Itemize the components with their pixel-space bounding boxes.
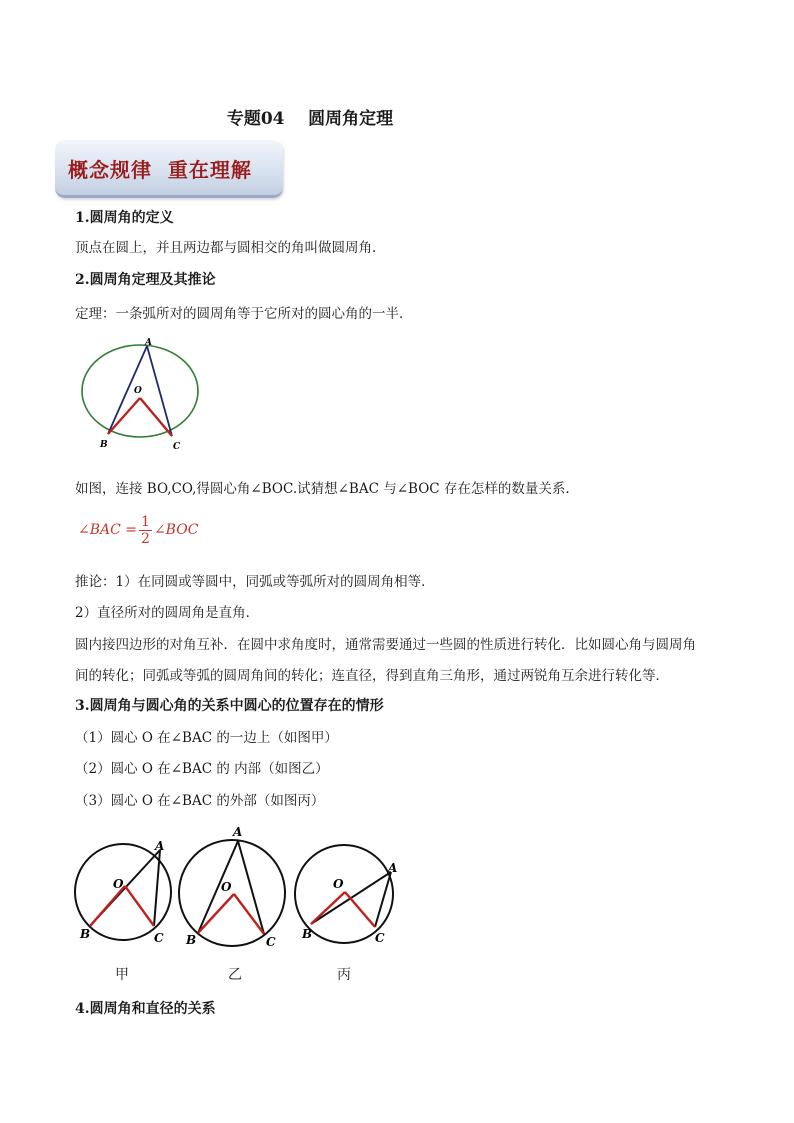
- bing-label-c: C: [375, 931, 385, 945]
- yi-label-b: B: [186, 933, 197, 947]
- formula-numerator: 1: [141, 513, 150, 530]
- section1-text: 顶点在圆上，并且两边都与圆相交的角叫做圆周角.: [75, 240, 377, 256]
- caption-bing: 丙: [337, 967, 351, 983]
- corollary1: 推论：1）在同圆或等圆中，同弧或等弧所对的圆周角相等．: [75, 574, 435, 590]
- section1-heading: 1.圆周角的定义: [75, 210, 174, 226]
- yi-label-c: C: [266, 935, 276, 949]
- section-banner: [55, 140, 283, 198]
- label-c: C: [173, 442, 181, 452]
- figure-jia: [75, 839, 171, 945]
- caption-jia: 甲: [115, 967, 129, 983]
- case3-text: （3）圆心 O 在∠BAC 的外部（如图丙）: [75, 793, 325, 809]
- bing-label-b: B: [302, 927, 313, 941]
- section4-heading: 4.圆周角和直径的关系: [75, 1001, 216, 1017]
- jia-label-b: B: [80, 927, 91, 941]
- case1-text: （1）圆心 O 在∠BAC 的一边上（如图甲）: [75, 730, 338, 746]
- bing-label-o: O: [333, 877, 344, 891]
- formula-right: ∠BOC: [153, 522, 199, 538]
- radius-ob: [108, 398, 140, 434]
- formula-left: ∠BAC =: [78, 522, 138, 538]
- formula-denominator: 2: [141, 530, 150, 547]
- formula-fraction: [139, 514, 152, 547]
- note-line2: 间的转化；同弧或等弧的圆周角间的转化；连直径，得到直角三角形，通过两锐角互余进行转化等．: [75, 668, 669, 684]
- formula: [78, 510, 198, 550]
- theorem-figure: [75, 330, 215, 455]
- theorem-text: 定理：一条弧所对的圆周角等于它所对的圆心角的一半．: [75, 306, 413, 322]
- label-a: A: [145, 338, 152, 348]
- figure-yi: [179, 825, 285, 949]
- yi-label-a: A: [233, 825, 243, 839]
- caption-yi: 乙: [228, 967, 242, 983]
- label-o: O: [134, 386, 142, 396]
- section3-heading: 3.圆周角与圆心角的关系中圆心的位置存在的情形: [75, 698, 384, 714]
- jia-label-c: C: [154, 931, 164, 945]
- section2-heading: 2.圆周角定理及其推论: [75, 272, 216, 288]
- case-figures: [68, 820, 408, 950]
- banner-text: 概念规律 重在理解: [68, 158, 252, 182]
- case2-text: （2）圆心 O 在∠BAC 的 内部（如图乙）: [75, 761, 329, 777]
- page-title: 专题04 圆周角定理: [226, 109, 394, 129]
- connect-text: 如图，连接 BO,CO,得圆心角∠BOC.试猜想∠BAC 与∠BOC 存在怎样的数量关系.: [75, 481, 570, 497]
- corollary2: 2）直径所对的圆周角是直角．: [75, 605, 260, 621]
- figure-bing: [295, 845, 397, 945]
- bing-label-a: A: [388, 861, 398, 875]
- jia-label-a: A: [155, 839, 165, 853]
- label-b: B: [100, 440, 108, 450]
- jia-label-o: O: [113, 877, 124, 891]
- yi-label-o: O: [221, 880, 232, 894]
- note-line1: 圆内接四边形的对角互补．在圆中求角度时，通常需要通过一些圆的性质进行转化．比如圆心角与圆周角: [75, 637, 696, 653]
